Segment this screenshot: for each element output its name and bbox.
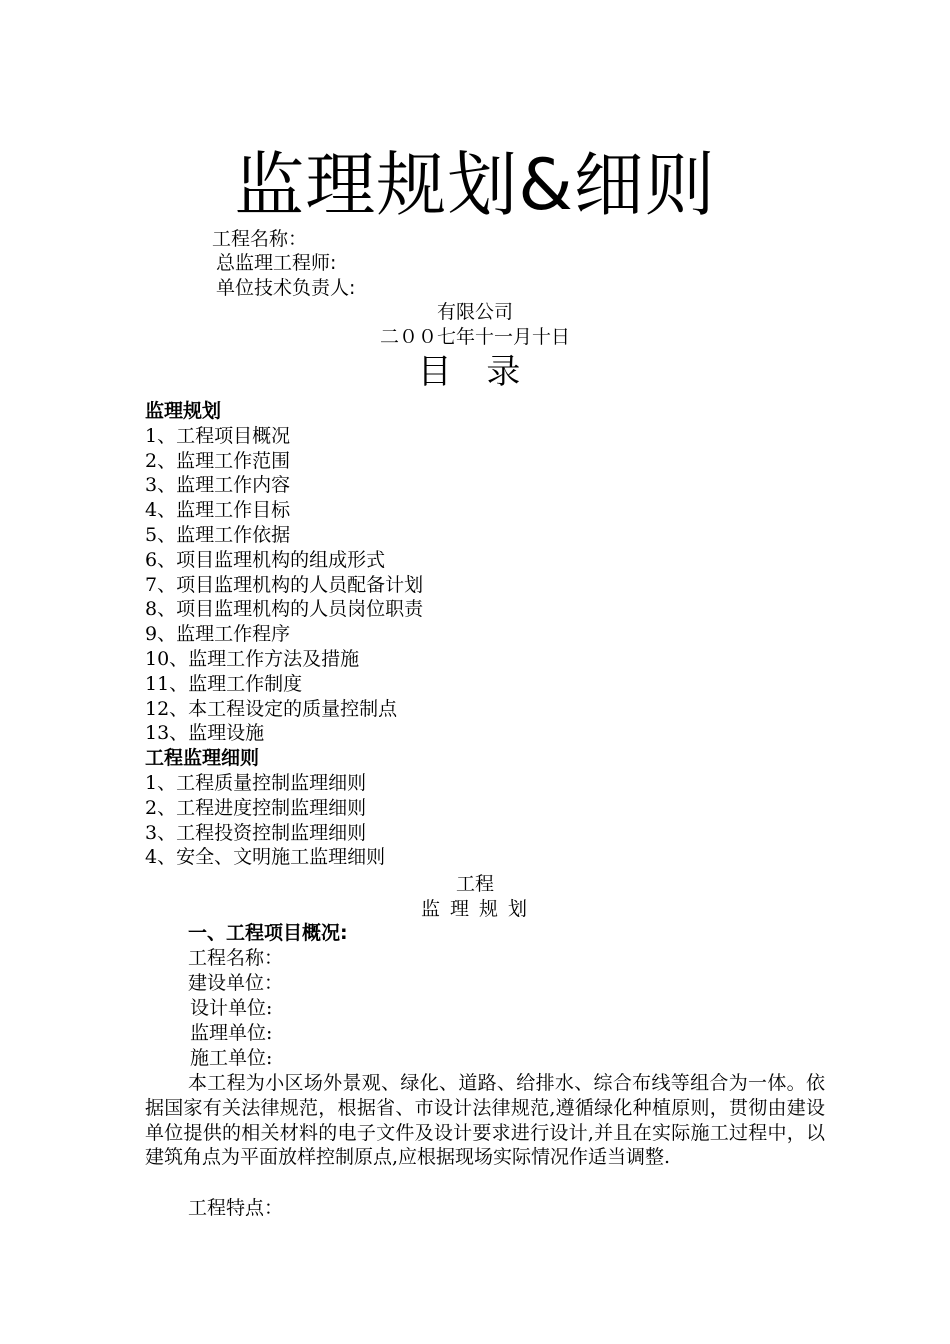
document-title: 监理规划&细则 — [234, 144, 716, 226]
table-of-contents — [145, 399, 423, 870]
toc-item: 12、本工程设定的质量控制点 — [145, 697, 398, 720]
plan-title: 监 理 规 划 — [420, 898, 530, 920]
toc-item: 1、工程项目概况 — [145, 424, 291, 447]
field-construction-unit: 施工单位: — [190, 1047, 273, 1069]
toc-item: 2、工程进度控制监理细则 — [145, 796, 367, 819]
section-1-heading: 一、工程项目概况: — [188, 922, 348, 944]
chief-engineer-label: 总监理工程师: — [216, 252, 337, 274]
plan-project-line: 工程 — [455, 873, 494, 895]
toc-item: 11、监理工作制度 — [145, 672, 303, 695]
toc-item: 8、项目监理机构的人员岗位职责 — [145, 598, 424, 621]
toc-item: 5、监理工作依据 — [145, 523, 291, 546]
cover-date: 二００七年十一月十日 — [379, 326, 570, 348]
company-name: 有限公司 — [436, 301, 513, 323]
toc-item: 2、监理工作范围 — [145, 449, 291, 472]
tech-lead-label: 单位技术负责人: — [216, 277, 356, 299]
field-project-name: 工程名称： — [188, 947, 284, 969]
toc-item: 3、监理工作内容 — [145, 474, 291, 497]
toc-item: 10、监理工作方法及措施 — [145, 647, 360, 670]
toc-detail-heading: 工程监理细则 — [145, 747, 260, 770]
toc-item: 7、项目监理机构的人员配备计划 — [145, 573, 424, 596]
toc-item: 1、工程质量控制监理细则 — [145, 771, 367, 794]
project-overview-paragraph: 本工程为小区场外景观、绿化、道路、给排水、综合布线等组合为一体。依据国家有关法律规范，根据省、市设计法律规范,遵循绿化种植原则，贯彻由建设单位提供的相关材料的电子文件及设计要求进行设计,并且在实际施工过程中，以建筑角点为平面放样控制原点,应根据现场实际情况作适当调整. — [145, 1072, 825, 1169]
project-name-label: 工程名称： — [212, 228, 308, 250]
field-supervision-unit: 监理单位: — [190, 1022, 273, 1044]
toc-item: 6、项目监理机构的组成形式 — [145, 548, 386, 571]
toc-item: 4、安全、文明施工监理细则 — [145, 846, 386, 869]
project-features-label: 工程特点： — [188, 1197, 284, 1219]
toc-item: 9、监理工作程序 — [145, 623, 291, 646]
toc-item: 3、工程投资控制监理细则 — [145, 821, 367, 844]
field-design-unit: 设计单位: — [190, 997, 273, 1019]
toc-title: 目 录 — [417, 352, 533, 392]
toc-item: 4、监理工作目标 — [145, 499, 291, 522]
toc-item: 13、监理设施 — [145, 722, 265, 745]
toc-plan-heading: 监理规划 — [145, 400, 222, 422]
field-owner-unit: 建设单位： — [188, 972, 284, 994]
